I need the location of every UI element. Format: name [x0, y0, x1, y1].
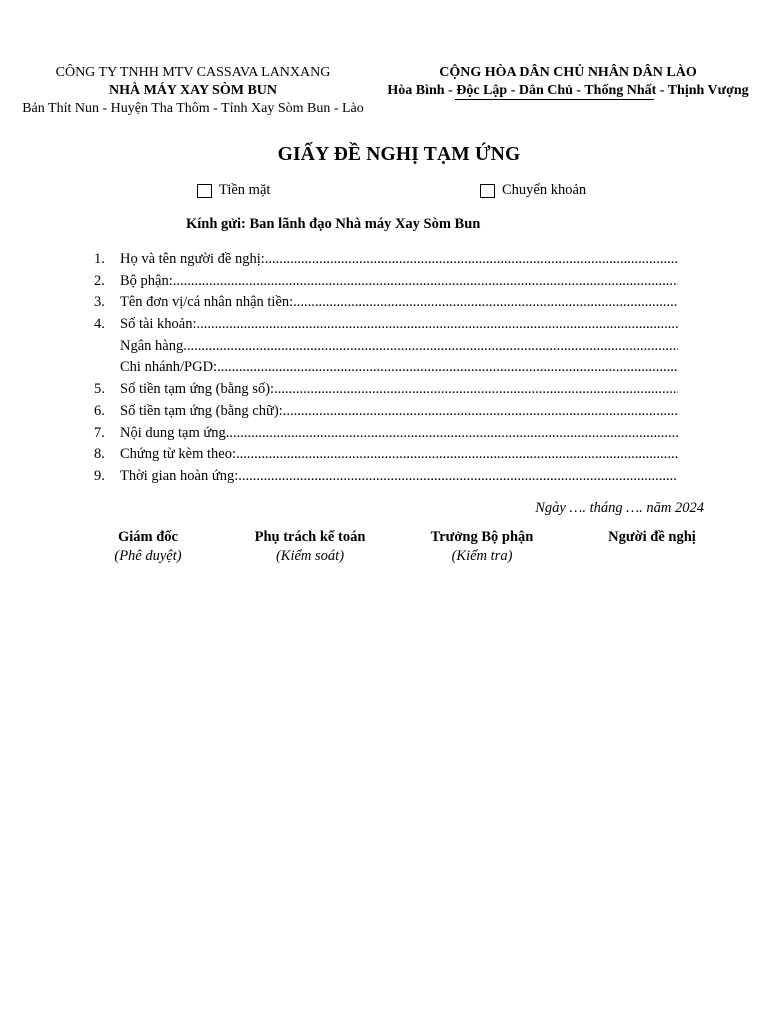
field-fill-line[interactable]: [283, 401, 678, 423]
field-row: [94, 379, 678, 401]
field-row: [94, 271, 678, 293]
field-number: 7.: [94, 424, 105, 441]
cash-checkbox[interactable]: [197, 184, 212, 198]
field-number: 9.: [94, 467, 105, 484]
signature-title: Giám đốc: [117, 529, 178, 545]
field-fill-line[interactable]: [236, 444, 678, 466]
field-fill-line[interactable]: [226, 423, 678, 445]
transfer-option[interactable]: [480, 182, 586, 199]
request-fields: [94, 249, 678, 488]
field-label: Thời gian hoàn ứng:: [120, 467, 239, 484]
signature-subtitle: (Phê duyệt): [114, 547, 182, 564]
field-label: Bộ phận:: [120, 272, 173, 289]
field-number: 2.: [94, 272, 105, 289]
field-row: [94, 423, 678, 445]
field-row: [94, 336, 678, 358]
field-fill-line[interactable]: [173, 271, 678, 293]
company-header: [0, 64, 386, 118]
field-label: Chứng từ kèm theo:: [120, 446, 236, 463]
signature-subtitle: (Kiểm tra): [451, 547, 513, 564]
motto-underline: [455, 99, 654, 100]
signature-title: Phụ trách kế toán: [254, 529, 366, 545]
signature-title: Người đề nghị: [608, 529, 696, 545]
field-fill-line[interactable]: [238, 466, 678, 488]
field-fill-line[interactable]: [197, 314, 678, 336]
field-label: Chi nhánh/PGD:: [120, 359, 218, 376]
field-row: [94, 466, 678, 488]
field-number: 6.: [94, 402, 105, 419]
factory-name: NHÀ MÁY XAY SÒM BUN: [109, 83, 277, 98]
field-label: Họ và tên người đề nghị:: [120, 251, 265, 267]
field-label: Nội dung tạm ứng: [120, 424, 226, 441]
signature-title: Trưởng Bộ phận: [430, 529, 534, 545]
field-label: Tên đơn vị/cá nhân nhận tiền:: [120, 294, 294, 311]
signature-accountant: [240, 528, 380, 565]
country-name: CỘNG HÒA DÂN CHỦ NHÂN DÂN LÀO: [439, 65, 697, 80]
signature-department-head: [412, 528, 552, 565]
field-label: Ngân hàng: [120, 337, 184, 354]
field-number: 8.: [94, 446, 105, 463]
field-fill-line[interactable]: [183, 336, 678, 358]
recipient-line: Kính gửi: Ban lãnh đạo Nhà máy Xay Sòm Bun: [186, 216, 481, 232]
field-label: Số tài khoản:: [120, 316, 197, 333]
national-header: [376, 64, 760, 100]
field-fill-line[interactable]: [274, 379, 678, 401]
signature-director: [88, 528, 208, 565]
field-row: [94, 292, 678, 314]
transfer-label: Chuyển khoản: [502, 182, 587, 198]
field-number: 5.: [94, 381, 105, 398]
field-fill-line[interactable]: [217, 357, 678, 379]
field-fill-line[interactable]: [265, 249, 678, 271]
date-line: Ngày …. tháng …. năm 2024: [535, 500, 704, 516]
signature-requester: [592, 528, 712, 547]
transfer-checkbox[interactable]: [480, 184, 495, 198]
national-motto: Hòa Bình - Độc Lập - Dân Chủ - Thống Nhất - Thịnh Vượng: [387, 83, 749, 98]
field-number: 1.: [94, 251, 105, 267]
field-row: [94, 444, 678, 466]
field-row: [94, 357, 678, 379]
company-name: CÔNG TY TNHH MTV CASSAVA LANXANG: [55, 65, 331, 80]
field-row: [94, 401, 678, 423]
signature-subtitle: (Kiểm soát): [275, 547, 345, 564]
field-fill-line[interactable]: [293, 292, 678, 314]
field-label: Số tiền tạm ứng (bằng chữ):: [120, 402, 283, 419]
field-row: [94, 314, 678, 336]
field-number: 3.: [94, 294, 105, 311]
field-label: Số tiền tạm ứng (bằng số):: [120, 381, 275, 398]
company-address: Bản Thít Nun - Huyện Tha Thôm - Tỉnh Xay Sòm Bun - Lào: [22, 101, 364, 116]
cash-label: Tiền mặt: [219, 182, 271, 198]
cash-option[interactable]: [197, 182, 270, 199]
document-title: GIẤY ĐỀ NGHỊ TẠM ỨNG: [277, 144, 521, 165]
field-row: [94, 249, 678, 271]
field-number: 4.: [94, 316, 105, 333]
